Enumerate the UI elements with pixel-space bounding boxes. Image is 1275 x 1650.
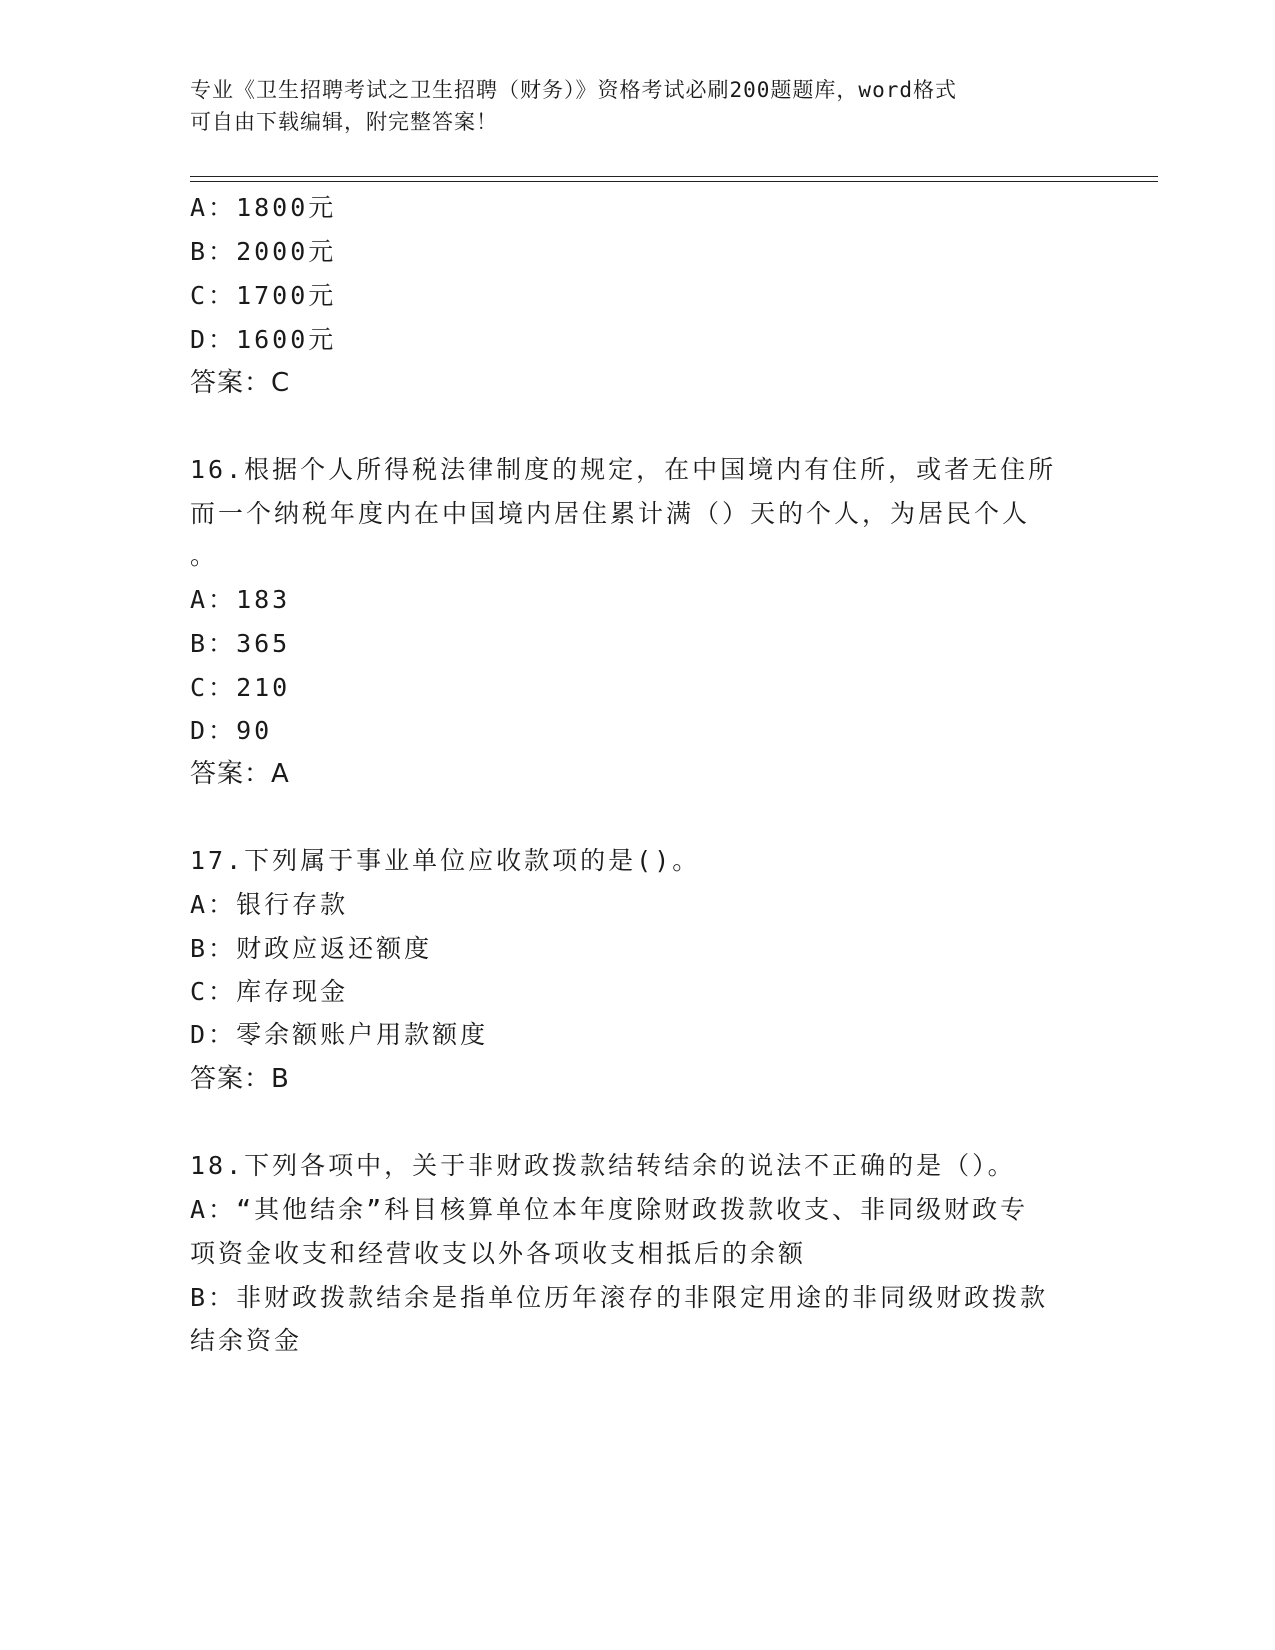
option-row	[190, 1190, 1028, 1226]
option-row	[190, 232, 336, 268]
header-line-1: 专业《卫生招聘考试之卫生招聘（财务）》资格考试必刷200题题库，word格式	[190, 78, 957, 102]
question-stem-line: 而一个纳税年度内在中国境内居住累计满（）天的个人，为居民个人	[190, 499, 1031, 528]
question-stem-line: 16.根据个人所得税法律制度的规定，在中国境内有住所，或者无住所	[190, 455, 1057, 484]
option-text: 零余额账户用款额度	[236, 1020, 489, 1049]
answer-line: 答案：B	[190, 1064, 290, 1094]
option-text: 365	[236, 629, 291, 658]
option-letter: C：	[190, 673, 237, 702]
option-letter: B：	[190, 934, 237, 963]
option-text: 非财政拨款结余是指单位历年滚存的非限定用途的非同级财政拨款	[236, 1283, 1049, 1312]
option-row	[190, 276, 336, 312]
answer-line: 答案：C	[190, 368, 291, 398]
header-divider-top	[190, 176, 1158, 177]
option-letter: D：	[190, 325, 237, 354]
option-text: 财政应返还额度	[236, 934, 433, 963]
option-continuation: 项资金收支和经营收支以外各项收支相抵后的余额	[190, 1239, 807, 1268]
option-text: 库存现金	[236, 977, 349, 1006]
option-text: 1700元	[236, 281, 337, 310]
question-stem-line: 17.下列属于事业单位应收款项的是()。	[190, 846, 701, 875]
option-row	[190, 668, 290, 704]
option-letter: C：	[190, 977, 237, 1006]
option-text: 183	[236, 585, 291, 614]
question-stem-line: 18.下列各项中，关于非财政拨款结转结余的说法不正确的是（）。	[190, 1151, 1016, 1180]
option-row	[190, 624, 290, 660]
option-row	[190, 580, 290, 616]
document-header	[190, 74, 1070, 138]
option-letter: D：	[190, 716, 237, 745]
option-letter: A：	[190, 585, 237, 614]
option-text: 210	[236, 673, 291, 702]
option-row	[190, 711, 272, 747]
option-text: 1600元	[236, 325, 337, 354]
option-text: 银行存款	[236, 890, 349, 919]
option-letter: A：	[190, 1195, 237, 1224]
option-letter: D：	[190, 1020, 237, 1049]
option-row	[190, 320, 336, 356]
option-row	[190, 885, 348, 921]
option-row	[190, 188, 336, 224]
header-divider-bottom	[190, 181, 1158, 182]
option-letter: B：	[190, 1283, 237, 1312]
question-stem-line: 。	[190, 541, 219, 570]
option-continuation: 结余资金	[190, 1326, 303, 1355]
option-row	[190, 1278, 1048, 1314]
answer-line: 答案：A	[190, 759, 290, 789]
option-letter: A：	[190, 890, 237, 919]
option-row	[190, 929, 432, 965]
option-row	[190, 1015, 488, 1051]
option-text: “其他结余”科目核算单位本年度除财政拨款收支、非同级财政专	[236, 1195, 1029, 1224]
option-letter: B：	[190, 629, 237, 658]
option-row	[190, 972, 348, 1008]
header-line-2: 可自由下载编辑，附完整答案！	[190, 110, 498, 134]
option-letter: C：	[190, 281, 237, 310]
option-letter: A：	[190, 193, 237, 222]
option-text: 90	[236, 716, 273, 745]
option-text: 1800元	[236, 193, 337, 222]
option-letter: B：	[190, 237, 237, 266]
option-text: 2000元	[236, 237, 337, 266]
